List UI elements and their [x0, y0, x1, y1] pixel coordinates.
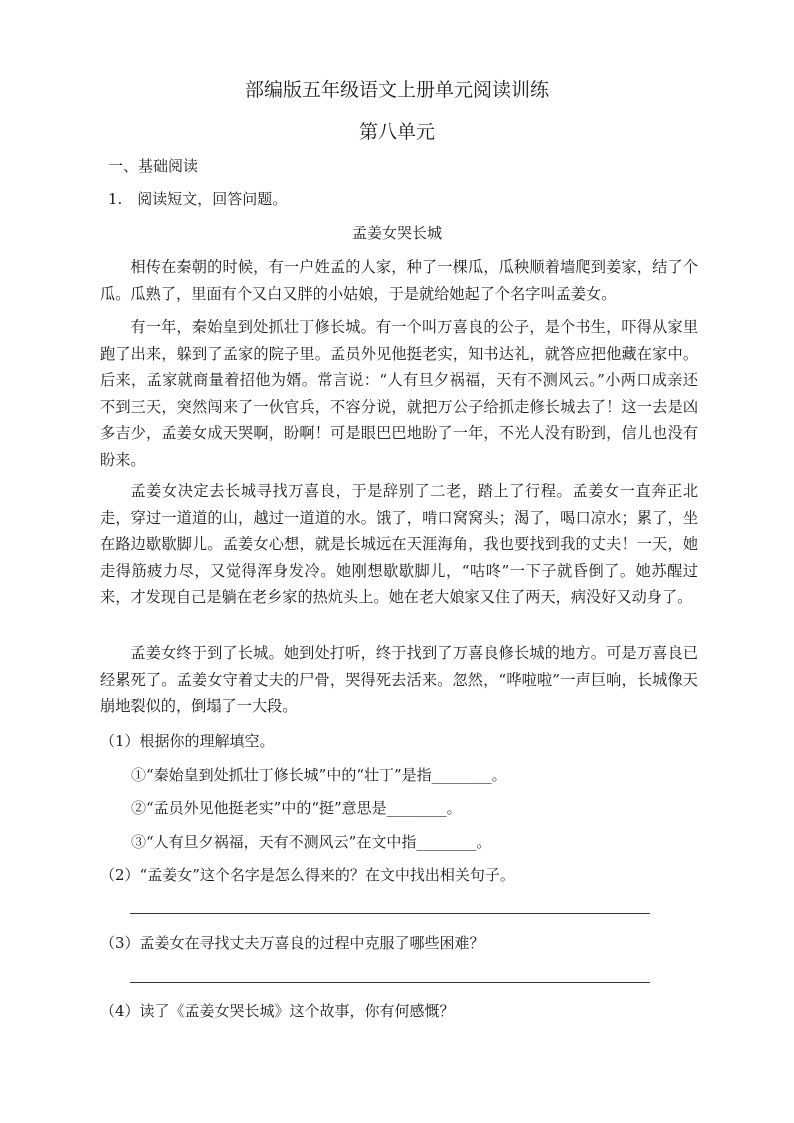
answer-line-2[interactable] — [130, 913, 650, 914]
story-title: 孟姜女哭长城 — [351, 224, 442, 242]
story-paragraph-4: 孟姜女终于到了长城。她到处打听，终于找到了万喜良修长城的地方。可是万喜良已经累死了。孟姜女守着丈夫的尸骨，哭得死去活来。忽然，“哗啦啦”一声巨响，长城像天崩地裂似的，倒塌了一大段。 — [100, 644, 698, 715]
story-paragraph-2: 有一年，秦始皇到处抓壮丁修长城。有一个叫万喜良的公子，是个书生，吓得从家里跑了出来，躲到了孟家的院子里。孟员外见他挺老实，知书达礼，就答应把他藏在家中。后来，孟家就商量着招他为婿。常言说：“人有旦夕祸福，天有不测风云。”小两口成亲还不到三天，突然闯来了一伙官兵，不容分说，就把万公子给抓走修长城去了！这一去是凶多吉少，孟姜女成天哭啊，盼啊！可是眼巴巴地盼了一年，不光人没有盼到，信儿也没有盼来。 — [100, 318, 698, 469]
story-paragraph-1: 相传在秦朝的时候，有一户姓孟的人家，种了一棵瓜，瓜秧顺着墙爬到姜家，结了个瓜。瓜熟了，里面有个又白又胖的小姑娘，于是就给她起了个名字叫孟姜女。 — [100, 258, 698, 303]
story-paragraph-3: 孟姜女决定去长城寻找万喜良，于是辞别了二老，踏上了行程。孟姜女一直奔正北走，穿过一道道的山，越过一道道的水。饿了，啃口窝窝头；渴了，喝口凉水；累了，坐在路边歇歇脚儿。孟姜女心想，就是长城远在天涯海角，我也要找到我的丈夫！一天，她走得筋疲力尽，又觉得浑身发冷。她刚想歇歇脚儿，“咕咚”一下子就昏倒了。她苏醒过来，才发现自己是躺在老乡家的热炕头上。她在老大娘家又住了两天，病没好又动身了。 — [100, 482, 698, 606]
question-1b: ②“孟员外见他挺老实”中的“挺”意思是________。 — [131, 799, 462, 817]
question-header: 1. 阅读短文，回答问题。 — [108, 190, 288, 208]
answer-line-3[interactable] — [130, 982, 650, 983]
question-3: （3）孟姜女在寻找丈夫万喜良的过程中克服了哪些困难？ — [100, 934, 485, 952]
unit-title: 第八单元 — [358, 121, 435, 143]
question-2: （2）“孟姜女”这个名字是怎么得来的？在文中找出相关句子。 — [100, 866, 515, 884]
question-4: （4）读了《孟姜女哭长城》这个故事，你有何感慨？ — [100, 1002, 455, 1020]
question-1: （1）根据你的理解填空。 — [100, 732, 275, 750]
document-title: 部编版五年级语文上册单元阅读训练 — [244, 79, 549, 101]
question-1a: ①“秦始皇到处抓壮丁修长城”中的“壮丁”是指________。 — [131, 766, 507, 784]
section-heading: 一、基础阅读 — [108, 157, 199, 175]
question-1c: ③“人有旦夕祸福，天有不测风云”在文中指________。 — [131, 833, 492, 851]
